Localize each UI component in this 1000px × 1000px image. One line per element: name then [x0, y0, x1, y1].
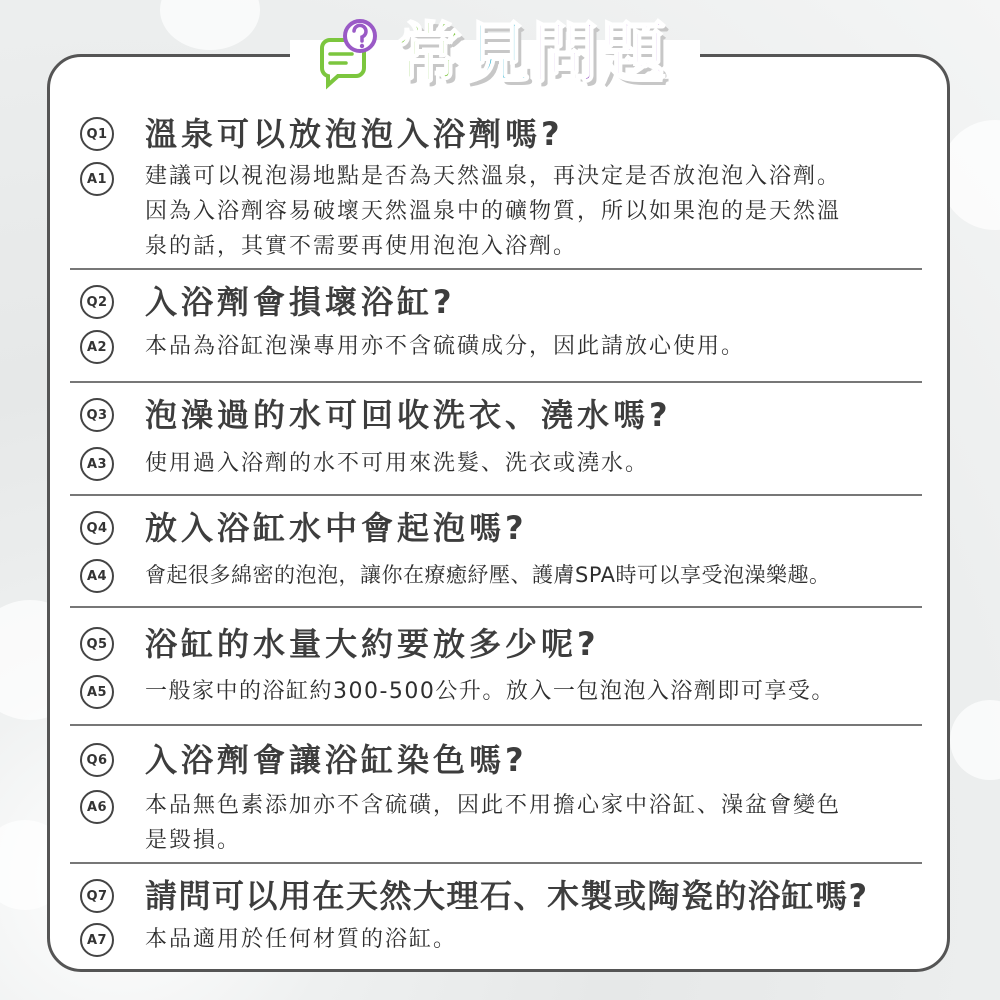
answer-text [145, 674, 923, 709]
divider [70, 724, 922, 726]
answer-text [145, 922, 923, 957]
faq-item [80, 877, 923, 957]
answer-badge: A1 [80, 162, 114, 196]
answer-line: 建議可以視泡湯地點是否為天然溫泉，再決定是否放泡泡入浴劑。 [145, 164, 842, 189]
answer-badge: A4 [80, 559, 114, 593]
question-row [80, 877, 923, 915]
answer-badge: A5 [80, 675, 114, 709]
answer-line: 本品為浴缸泡澡專用亦不含硫磺成分，因此請放心使用。 [145, 334, 746, 359]
chat-question-icon [300, 10, 388, 98]
faq-item [80, 115, 923, 264]
foam-bubble [160, 0, 260, 50]
question-row [80, 625, 923, 663]
page-title [300, 6, 700, 102]
question-row [80, 283, 923, 321]
title-char: 常 [396, 15, 464, 92]
title-char: 見 [464, 15, 532, 92]
faq-item [80, 283, 923, 364]
question-text: 浴缸的水量大約要放多少呢? [145, 625, 600, 663]
answer-badge: A3 [80, 447, 114, 481]
divider [70, 606, 922, 608]
question-text: 放入浴缸水中會起泡嗎? [145, 509, 528, 547]
answer-text [145, 788, 923, 858]
question-row [80, 509, 923, 547]
answer-row [80, 675, 923, 709]
answer-text [145, 558, 923, 593]
answer-badge: A7 [80, 923, 114, 957]
divider [70, 268, 922, 270]
question-text: 入浴劑會讓浴缸染色嗎? [145, 741, 528, 779]
answer-line: 會起很多綿密的泡泡，讓你在療癒紓壓、護膚SPA時可以享受泡澡樂趣。 [145, 563, 831, 587]
answer-line: 是毀損。 [145, 828, 242, 853]
answer-row [80, 162, 923, 264]
question-badge: Q2 [80, 285, 114, 319]
question-badge: Q3 [80, 398, 114, 432]
page-title-text [396, 15, 668, 92]
answer-text [145, 446, 923, 481]
question-badge: Q5 [80, 627, 114, 661]
title-char: 題 [600, 15, 668, 92]
answer-row [80, 330, 923, 364]
question-badge: Q4 [80, 511, 114, 545]
answer-line: 使用過入浴劑的水不可用來洗髮、洗衣或澆水。 [145, 451, 650, 476]
divider [70, 381, 922, 383]
faq-item [80, 741, 923, 858]
answer-badge: A6 [80, 790, 114, 824]
question-row [80, 396, 923, 434]
question-row [80, 741, 923, 779]
answer-row [80, 447, 923, 481]
question-text: 泡澡過的水可回收洗衣、澆水嗎? [145, 396, 672, 434]
question-text: 請問可以用在天然大理石、木製或陶瓷的浴缸嗎? [145, 877, 869, 915]
faq-item [80, 625, 923, 709]
question-text: 入浴劑會損壞浴缸? [145, 283, 456, 321]
divider [70, 862, 922, 864]
divider [70, 494, 922, 496]
answer-line: 因為入浴劑容易破壞天然溫泉中的礦物質，所以如果泡的是天然溫 [145, 199, 842, 224]
question-row [80, 115, 923, 153]
foam-bubble [950, 700, 1000, 780]
question-badge: Q6 [80, 743, 114, 777]
answer-line: 本品無色素添加亦不含硫磺，因此不用擔心家中浴缸、澡盆會變色 [145, 793, 842, 818]
question-badge: Q1 [80, 117, 114, 151]
answer-text [145, 159, 923, 264]
answer-badge: A2 [80, 330, 114, 364]
faq-item [80, 396, 923, 481]
question-text: 溫泉可以放泡泡入浴劑嗎? [145, 115, 564, 153]
answer-text [145, 329, 923, 364]
answer-line: 泉的話，其實不需要再使用泡泡入浴劑。 [145, 234, 578, 259]
answer-row [80, 559, 923, 593]
answer-row [80, 790, 923, 858]
answer-line: 一般家中的浴缸約300-500公升。放入一包泡泡入浴劑即可享受。 [145, 679, 835, 704]
faq-item [80, 509, 923, 593]
answer-line: 本品適用於任何材質的浴缸。 [145, 927, 458, 952]
answer-row [80, 923, 923, 957]
title-char: 問 [532, 15, 600, 92]
question-badge: Q7 [80, 879, 114, 913]
